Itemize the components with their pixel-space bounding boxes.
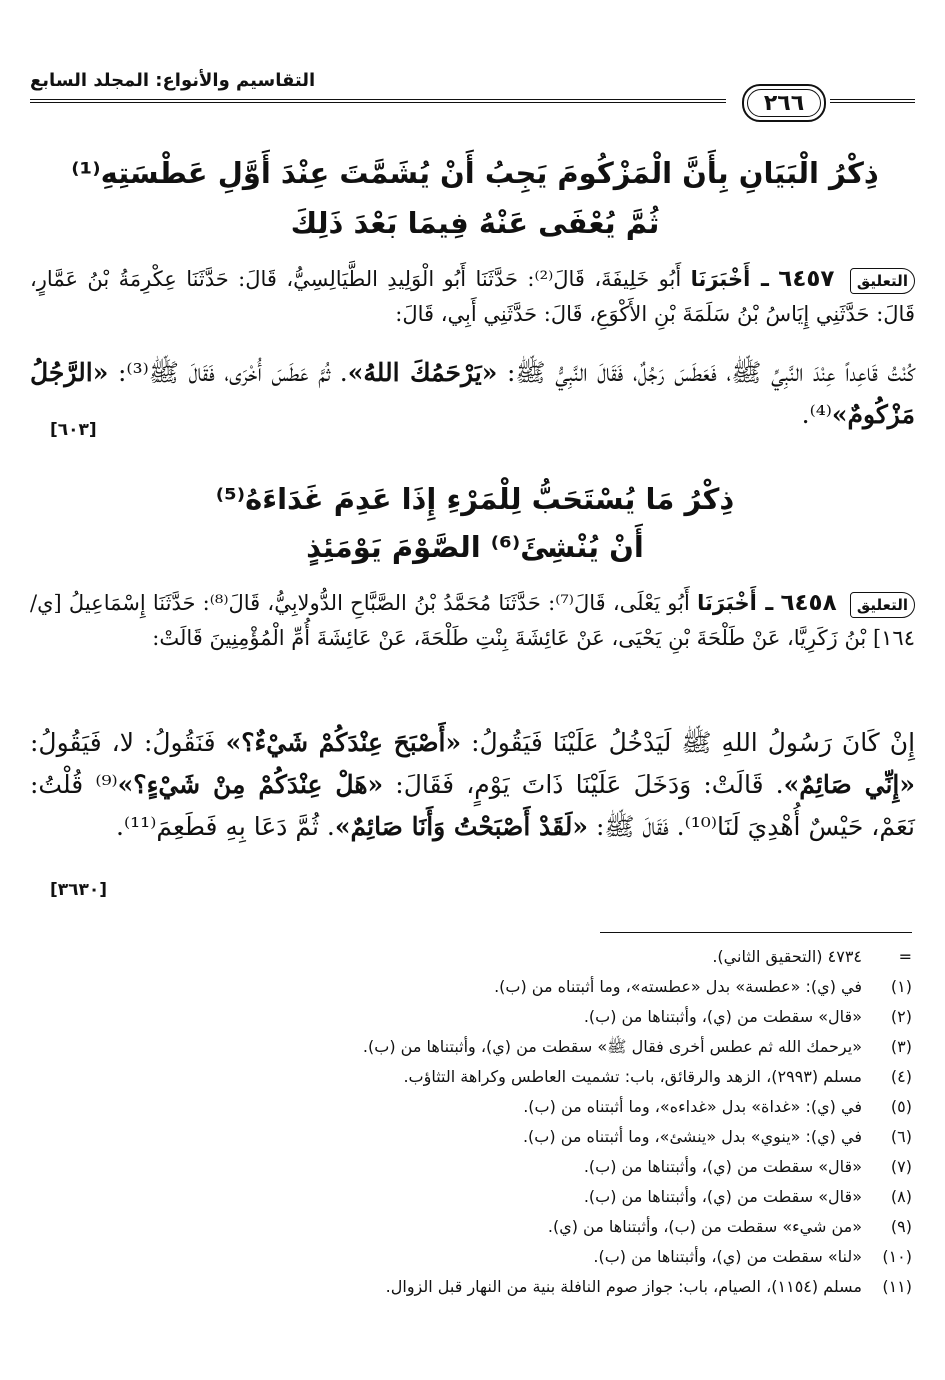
footnote-text: «قال» سقطت من (ي)، وأثبتناها من (ب). xyxy=(583,1187,862,1206)
footnote xyxy=(30,1032,912,1062)
footnote xyxy=(30,1002,912,1032)
cross-reference: [٣٦٣٠] xyxy=(50,880,108,900)
hadith-6458-isnad: التعليق ٦٤٥٨ ـ أَخْبَرَنَا أَبُو يَعْلَى، قَالَ⁽⁷⁾: حَدَّثَنَا مُحَمَّدُ بْنُ الصَّبَّاحِ الدُّولابِيُّ، قَالَ⁽⁸⁾: حَدَّثَنَا إِسْمَاعِيلُ [ي/١٦٤] بْنُ زَكَرِيَّا، عَنْ طَلْحَةَ بْنِ يَحْيَى، عَنْ عَائِشَةَ بِنْتِ طَلْحَةَ، عَنْ عَائِشَةَ أُمِّ الْمُؤْمِنِينَ قَالَتْ: xyxy=(30,590,915,650)
footnote xyxy=(30,972,912,1002)
matn-text: . ثُمَّ دَعَا بِهِ فَطَعِمَ⁽¹¹⁾. xyxy=(116,812,335,841)
matn-text: فَنَقُولُ: لا، فَيَقُولُ: xyxy=(30,728,226,757)
header-rule-right xyxy=(830,99,915,103)
running-title: التقاسيم والأنواع: المجلد السابع xyxy=(30,70,316,91)
footnote-text: «قال» سقطت من (ي)، وأثبتناها من (ب). xyxy=(583,1007,862,1026)
hadith-6457-matn xyxy=(30,352,915,436)
page-number xyxy=(742,84,826,122)
footnote xyxy=(30,1122,912,1152)
hadith-6458-matn xyxy=(30,722,915,848)
footnote xyxy=(30,1092,912,1122)
hadith-6457-isnad: التعليق ٦٤٥٧ ـ أَخْبَرَنَا أَبُو خَلِيفَةَ، قَالَ⁽²⁾: حَدَّثَنَا أَبُو الْوَلِيدِ الطَّيَالِسِيُّ، قَالَ: حَدَّثَنَا عِكْرِمَةُ بْنُ عَمَّارٍ، قَالَ: حَدَّثَنِي إِيَاسُ بْنُ سَلَمَةَ بْنِ الأَكْوَعِ، قَالَ: حَدَّثَنِي أَبِي، قَالَ: xyxy=(30,266,915,326)
footnote-mark: (٢) xyxy=(890,1007,912,1026)
prophetic-quote: «الرَّجُلُ مَزْكُومٌ» xyxy=(30,358,915,429)
section-heading-1-line-2: ثُمَّ يُعْفَى عَنْهُ فِيمَا بَعْدَ ذَلِكَ xyxy=(290,206,660,240)
footnote-mark: (٤) xyxy=(890,1067,912,1086)
footnote-mark: (٦) xyxy=(890,1127,912,1146)
page-number-text: ٢٦٦ xyxy=(763,90,805,116)
footnote-mark: (١٠) xyxy=(882,1247,912,1266)
footnote-text: «من شيء» سقطت من (ب)، وأثبتناها من (ي). xyxy=(547,1217,862,1236)
cross-reference: [٦٠٣] xyxy=(50,420,97,440)
footnote-text: مسلم (٢٩٩٣)، الزهد والرقائق، باب: تشميت العاطس وكراهة التثاؤب. xyxy=(403,1067,862,1086)
prophetic-quote: «أَصْبَحَ عِنْدَكُمْ شَيْءٌ؟» xyxy=(225,728,462,757)
footnote xyxy=(30,1062,912,1092)
matn-text: ⁽⁴⁾. xyxy=(801,400,832,429)
footnote-mark: (١١) xyxy=(882,1277,912,1296)
footnote-text: في (ي): «غداة» بدل «غداءه»، وما أثبتناه من (ب). xyxy=(523,1097,862,1116)
prophetic-quote: «لَقَدْ أَصْبَحْتُ وَأَنَا صَائِمٌ» xyxy=(334,812,589,841)
isnad-text: أَبُو خَلِيفَةَ، قَالَ⁽²⁾: حَدَّثَنَا أَبُو الْوَلِيدِ الطَّيَالِسِيُّ، قَالَ: حَدَّثَنَا عِكْرِمَةُ بْنُ عَمَّارٍ، قَالَ: حَدَّثَنِي إِيَاسُ بْنُ سَلَمَةَ بْنِ الأَكْوَعِ، قَالَ: حَدَّثَنِي أَبِي، قَالَ: xyxy=(30,267,915,326)
footnote xyxy=(30,1182,912,1212)
section-heading-2-line-1: ذِكْرُ مَا يُسْتَحَبُّ لِلْمَرْءِ إِذَا عَدِمَ غَدَاءَهُ⁽⁵⁾ xyxy=(215,482,735,516)
footnote xyxy=(30,1242,912,1272)
matn-text: . ثُمَّ عَطَسَ أُخْرَى، فَقَالَ ﷺ⁽³⁾: xyxy=(108,358,348,387)
footnote xyxy=(30,942,912,972)
footnote-text: في (ي): «عطسة» بدل «عطسته»، وما أثبتناه من (ب). xyxy=(494,977,862,996)
footnote-mark: (٥) xyxy=(890,1097,912,1116)
footnote-text: في (ي): «ينوي» بدل «ينشئ»، وما أثبتناه من (ب). xyxy=(522,1127,862,1146)
footnote-mark: (١) xyxy=(890,977,912,996)
footnote-mark: (٣) xyxy=(890,1037,912,1056)
prophetic-quote: «هَلْ عِنْدَكُمْ مِنْ شَيْءٍ؟» xyxy=(117,770,384,799)
matn-text: إِنْ كَانَ رَسُولُ اللهِ ﷺ لَيَدْخُلُ عَلَيْنَا فَيَقُولُ: xyxy=(461,728,916,757)
header-rule xyxy=(30,99,726,103)
footnote-text: ٤٧٣٤ (التحقيق الثاني). xyxy=(712,947,862,966)
section-heading-2-line-2: أَنْ يُنْشِئَ⁽⁶⁾ الصَّوْمَ يَوْمَئِذٍ xyxy=(306,530,644,564)
matn-text: ⁽⁹⁾ قُلْتُ: نَعَمْ، حَيْسٌ أُهْدِيَ لَنَا⁽¹⁰⁾. فَقَالَ ﷺ: xyxy=(30,770,915,841)
footnote-separator xyxy=(600,932,912,933)
footnote xyxy=(30,1272,912,1302)
akhbarana-word: أَخْبَرَنَا xyxy=(690,267,751,291)
prophetic-quote: «يَرْحَمُكَ اللهُ» xyxy=(347,358,498,387)
matn-text: . قَالَتْ: وَدَخَلَ عَلَيْنَا ذَاتَ يَوْمٍ، فَقَالَ: xyxy=(383,770,784,799)
prophetic-quote: «إِنِّي صَائِمٌ» xyxy=(783,770,915,799)
footnote-text: «لنا» سقطت من (ي)، وأثبتناها من (ب). xyxy=(593,1247,862,1266)
footnote-mark: = xyxy=(898,947,912,966)
footnote-mark: (٧) xyxy=(890,1157,912,1176)
section-heading-1-line-1: ذِكْرُ الْبَيَانِ بِأَنَّ الْمَزْكُومَ يَجِبُ أَنْ يُشَمَّتَ عِنْدَ أَوَّلِ عَطْسَتِهِ⁽¹⁾ xyxy=(71,156,879,190)
footnote-text: مسلم (١١٥٤)، الصيام، باب: جواز صوم النافلة بنية من النهار قبل الزوال. xyxy=(385,1277,862,1296)
hadith-number: ٦٤٥٧ xyxy=(778,266,835,292)
footnote-mark: (٩) xyxy=(890,1217,912,1236)
footnote-text: «قال» سقطت من (ي)، وأثبتناها من (ب). xyxy=(583,1157,862,1176)
footnotes xyxy=(30,942,912,1302)
footnote-text: «يرحمك الله ثم عطس أخرى فقال ﷺ» سقطت من (ي)، وأثبتناها من (ب). xyxy=(362,1037,862,1056)
commentary-badge[interactable]: التعليق xyxy=(850,592,915,618)
hadith-number: ٦٤٥٨ xyxy=(780,590,837,616)
isnad-text: أَبُو يَعْلَى، قَالَ⁽⁷⁾: حَدَّثَنَا مُحَمَّدُ بْنُ الصَّبَّاحِ الدُّولابِيُّ، قَالَ⁽⁸⁾: حَدَّثَنَا إِسْمَاعِيلُ [ي/١٦٤] بْنُ زَكَرِيَّا، عَنْ طَلْحَةَ بْنِ يَحْيَى، عَنْ عَائِشَةَ بِنْتِ طَلْحَةَ، عَنْ عَائِشَةَ أُمِّ الْمُؤْمِنِينَ قَالَتْ: xyxy=(30,591,915,650)
footnote-mark: (٨) xyxy=(890,1187,912,1206)
matn-text: كُنْتُ قَاعِداً عِنْدَ النَّبِيِّ ﷺ، فَعَطَسَ رَجُلٌ، فَقَالَ النَّبِيُّ ﷺ: xyxy=(497,358,915,387)
akhbarana-word: أَخْبَرَنَا xyxy=(697,591,757,615)
commentary-badge[interactable]: التعليق xyxy=(850,268,915,294)
footnote xyxy=(30,1152,912,1182)
footnote xyxy=(30,1212,912,1242)
